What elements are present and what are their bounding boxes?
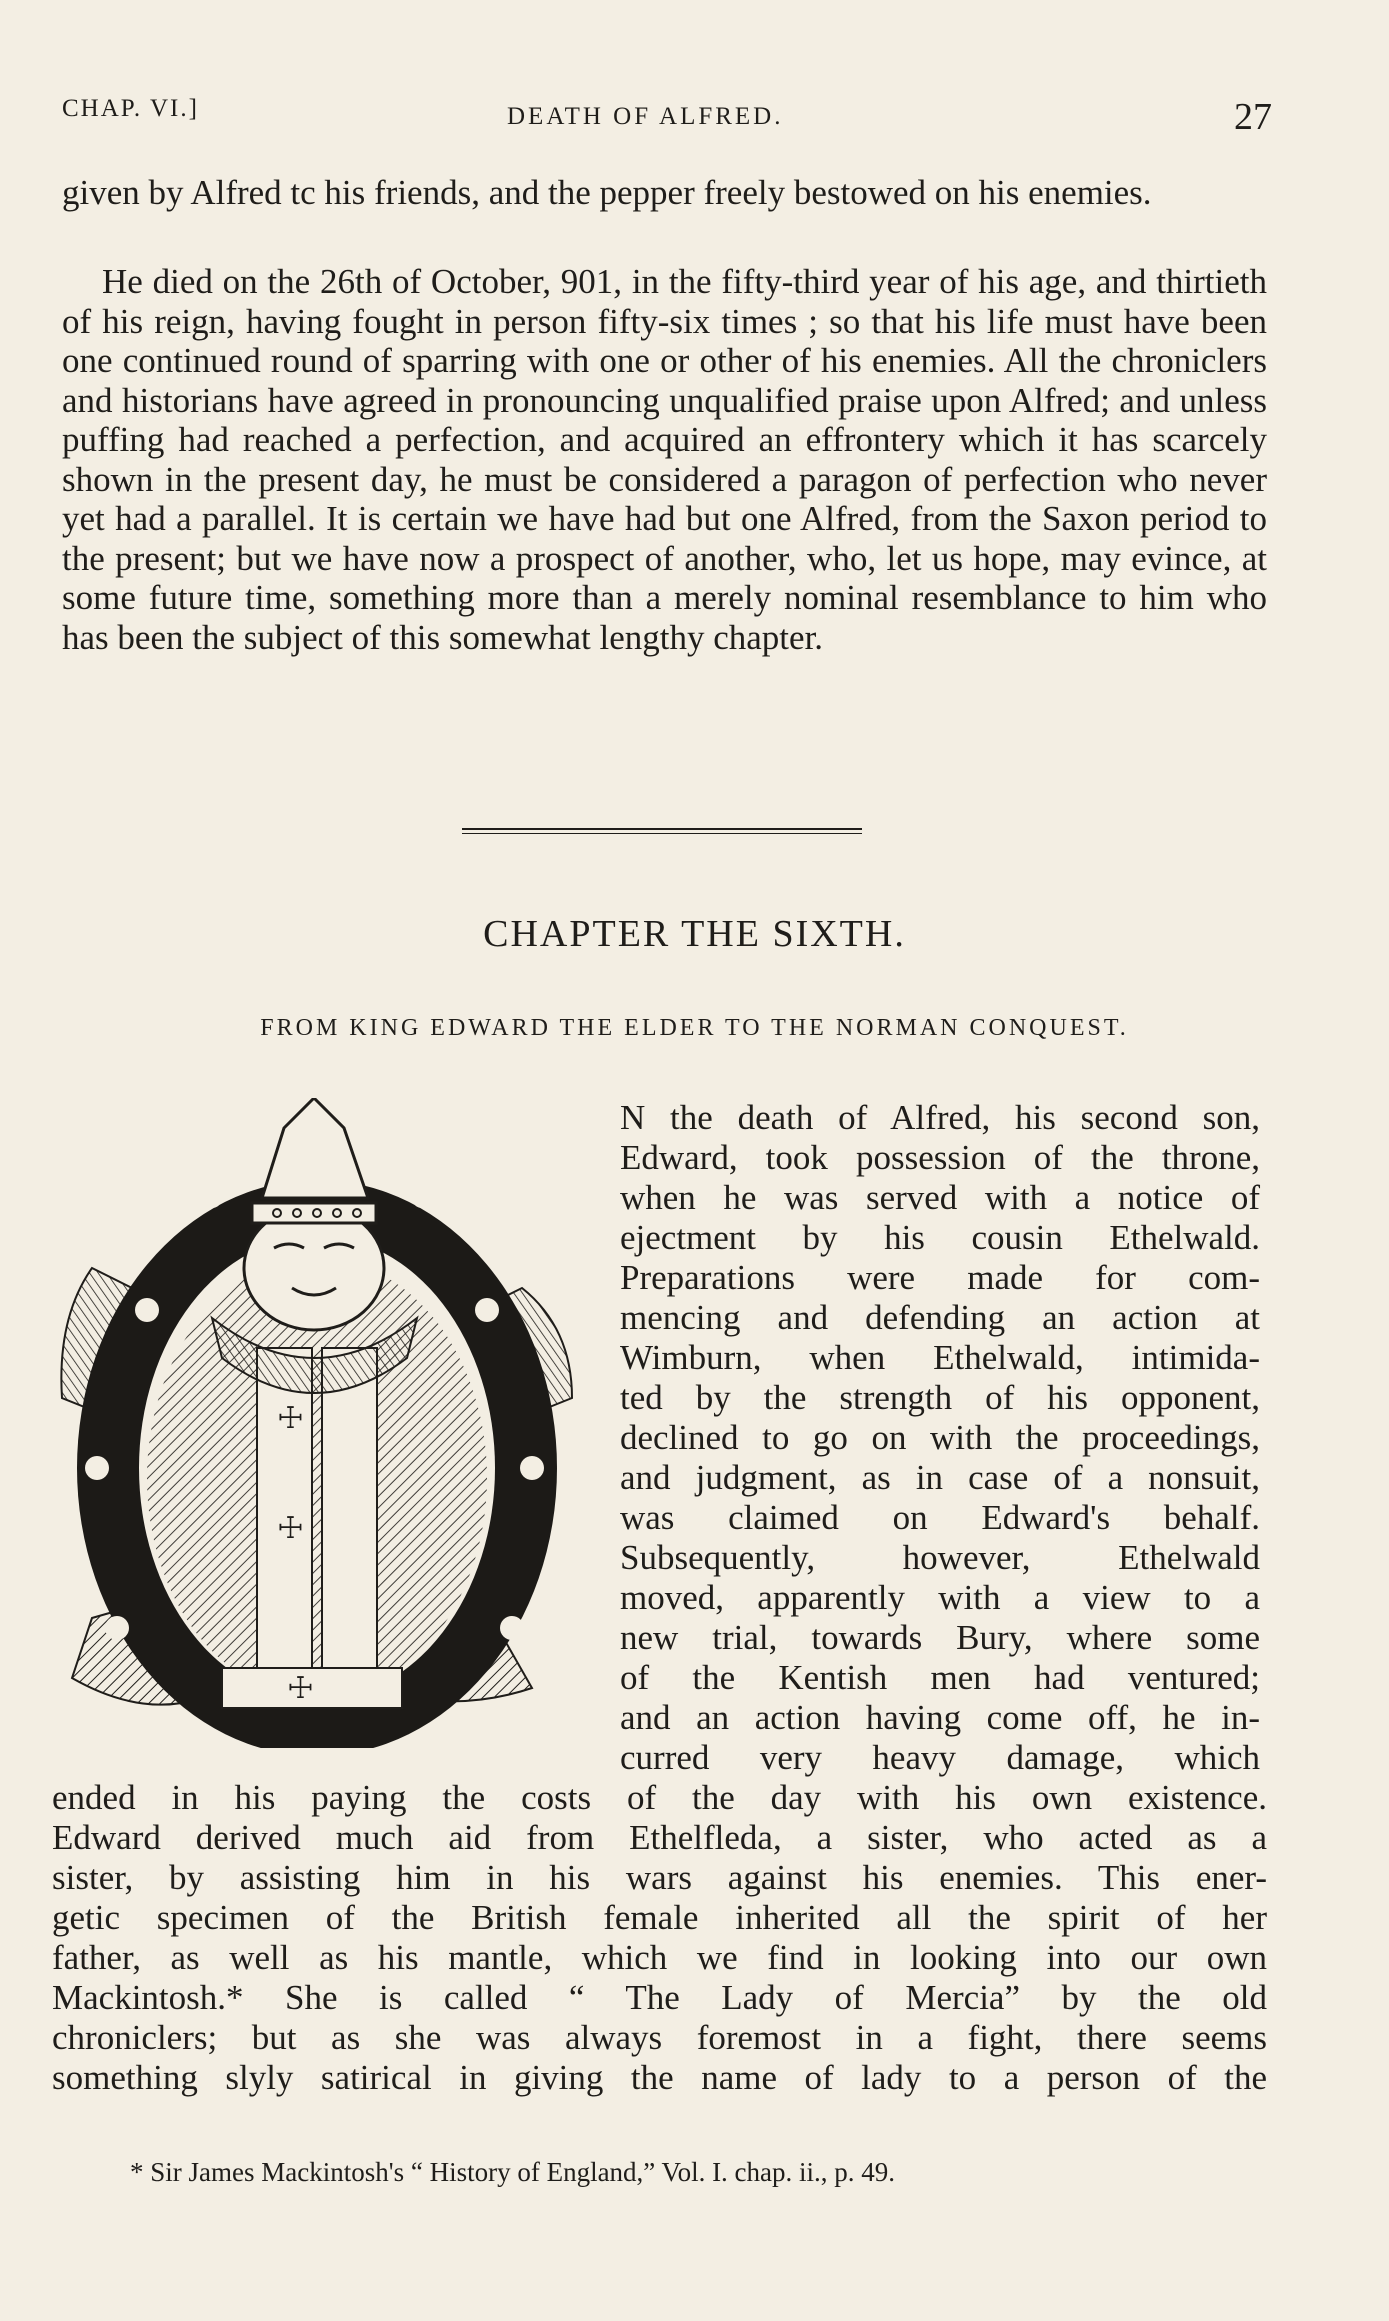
text-line: ejectment by his cousin Ethelwald.: [620, 1218, 1260, 1257]
text-line: Wimburn, when Ethelwald, intimida-: [620, 1338, 1260, 1377]
text-line: mencing and defending an action at: [620, 1298, 1260, 1337]
svg-text:☩: ☩: [277, 1511, 304, 1546]
paragraph-continuation: given by Alfred tc his friends, and the pepper freely bestowed on his enemies.: [62, 173, 1152, 212]
text-line: and an action having come off, he in-: [620, 1698, 1260, 1737]
svg-text:☩: ☩: [287, 1671, 314, 1706]
text-line: something slyly satirical in giving the name of lady to a person of the: [52, 2058, 1267, 2097]
text-line: Subsequently, however, Ethelwald: [620, 1538, 1260, 1577]
text-line: N the death of Alfred, his second son,: [620, 1098, 1260, 1137]
chapter-subtitle: FROM KING EDWARD THE ELDER TO THE NORMAN CONQUEST.: [260, 1015, 1129, 1041]
chapter-title: CHAPTER THE SIXTH.: [483, 913, 906, 955]
text-line: of the Kentish men had ventured;: [620, 1658, 1260, 1697]
full-width-paragraph: [52, 1778, 1267, 2098]
text-line: moved, apparently with a view to a: [620, 1578, 1260, 1617]
running-header: [62, 85, 1272, 145]
text-line: getic specimen of the British female inherited all the spirit of her: [52, 1898, 1267, 1937]
text-line: was claimed on Edward's behalf.: [620, 1498, 1260, 1537]
svg-text:☩: ☩: [277, 1401, 304, 1436]
text-line: Edward, took possession of the throne,: [620, 1138, 1260, 1177]
text-line: Preparations were made for com-: [620, 1258, 1260, 1297]
text-line: father, as well as his mantle, which we find in looking into our own: [52, 1938, 1267, 1977]
text-line: chroniclers; but as she was always foremost in a fight, there seems: [52, 2018, 1267, 2057]
text-line: declined to go on with the proceedings,: [620, 1418, 1260, 1457]
text-line: Mackintosh.* She is called “ The Lady of Mercia” by the old: [52, 1978, 1267, 2017]
text-line: sister, by assisting him in his wars against his enemies. This ener-: [52, 1858, 1267, 1897]
text-line: curred very heavy damage, which: [620, 1738, 1260, 1777]
text-line: when he was served with a notice of: [620, 1178, 1260, 1217]
section-divider: [462, 828, 862, 834]
text-line: and judgment, as in case of a nonsuit,: [620, 1458, 1260, 1497]
running-title: DEATH OF ALFRED.: [507, 103, 784, 130]
text-line: ted by the strength of his opponent,: [620, 1378, 1260, 1417]
page-number: 27: [1234, 96, 1272, 138]
chapter-reference: CHAP. VI.]: [62, 95, 199, 122]
paragraph-alfred-death: He died on the 26th of October, 901, in the fifty-third year of his age, and thirtieth of his reign, having fought in person fifty-six times ; so that his life must have been one continued round of sparring with one or other of his enemies. All the chroniclers and historians have agreed in pronouncing unqualified praise upon Alfred; and unless puffing had reached a perfection, and acquired an effrontery which it has scarcely shown in the present day, he must be considered a paragon of perfection who never yet had a parallel. It is certain we have had but one Alfred, from the Saxon period to the present; but we have now a prospect of another, who, let us hope, may evince, at some future time, something more than a merely nominal resemblance to him who has been the subject of this somewhat lengthy chapter.: [62, 262, 1267, 657]
wrapped-paragraph: [620, 1098, 1260, 1778]
footnote: * Sir James Mackintosh's “ History of England,” Vol. I. chap. ii., p. 49.: [130, 2157, 896, 2187]
text-line: ended in his paying the costs of the day with his own existence.: [52, 1778, 1267, 1817]
decorated-initial-o-illustration: [52, 1098, 592, 1748]
text-line: new trial, towards Bury, where some: [620, 1618, 1260, 1657]
text-line: Edward derived much aid from Ethelfleda, a sister, who acted as a: [52, 1818, 1267, 1857]
